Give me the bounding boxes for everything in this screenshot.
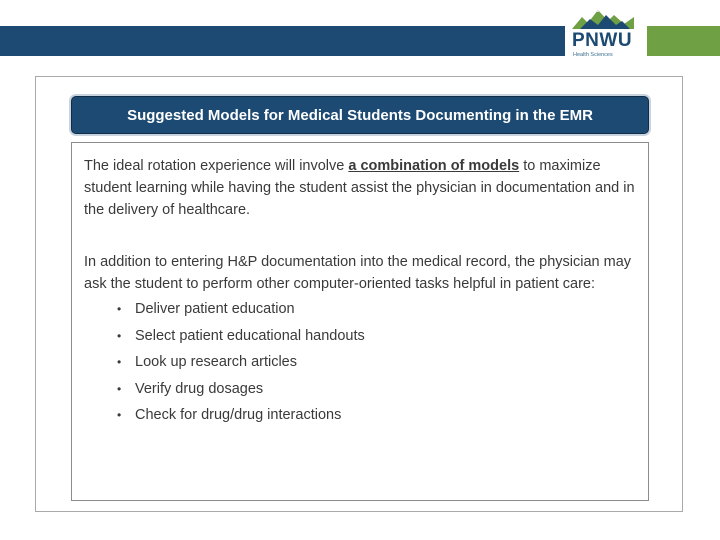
list-item [117,298,638,320]
task-list [84,298,638,426]
mountains-icon [572,7,634,29]
list-item-text: Select patient educational handouts [135,327,365,344]
intro-emphasis: a combination of models [348,158,520,174]
paragraph-tasks: In addition to entering H&P documentation into the medical record, the physician may ask the student to perform other computer-oriented tasks helpful in patient care: [84,254,632,292]
header-accent [647,26,720,56]
content-box [71,142,649,501]
bullet-icon: • [117,408,122,423]
intro-text-before: The ideal rotation experience will involve [84,158,349,174]
slide-title: Suggested Models for Medical Students Documenting in the EMR [127,106,593,124]
logo-name: PNWU [572,30,633,51]
list-item [117,404,638,426]
header-bar [0,26,565,56]
list-item-text: Verify drug dosages [135,380,264,397]
title-box [71,96,649,134]
logo-tagline: Health Sciences [573,52,613,58]
pnwu-logo [565,4,647,56]
bullet-icon: • [117,355,122,370]
list-item-text: Check for drug/drug interactions [135,407,342,424]
list-item [117,351,638,373]
list-item [117,378,638,400]
bullet-icon: • [117,328,122,343]
list-item-text: Deliver patient education [135,301,295,317]
paragraph-intro [84,155,638,221]
bullet-icon: • [117,302,122,316]
list-item [117,325,638,347]
intro-text-after: to maximize student learning while having the student assist the physician in documentation and in the delivery of healthcare. [84,158,635,218]
list-item-text: Look up research articles [135,354,297,371]
bullet-icon: • [117,381,122,396]
